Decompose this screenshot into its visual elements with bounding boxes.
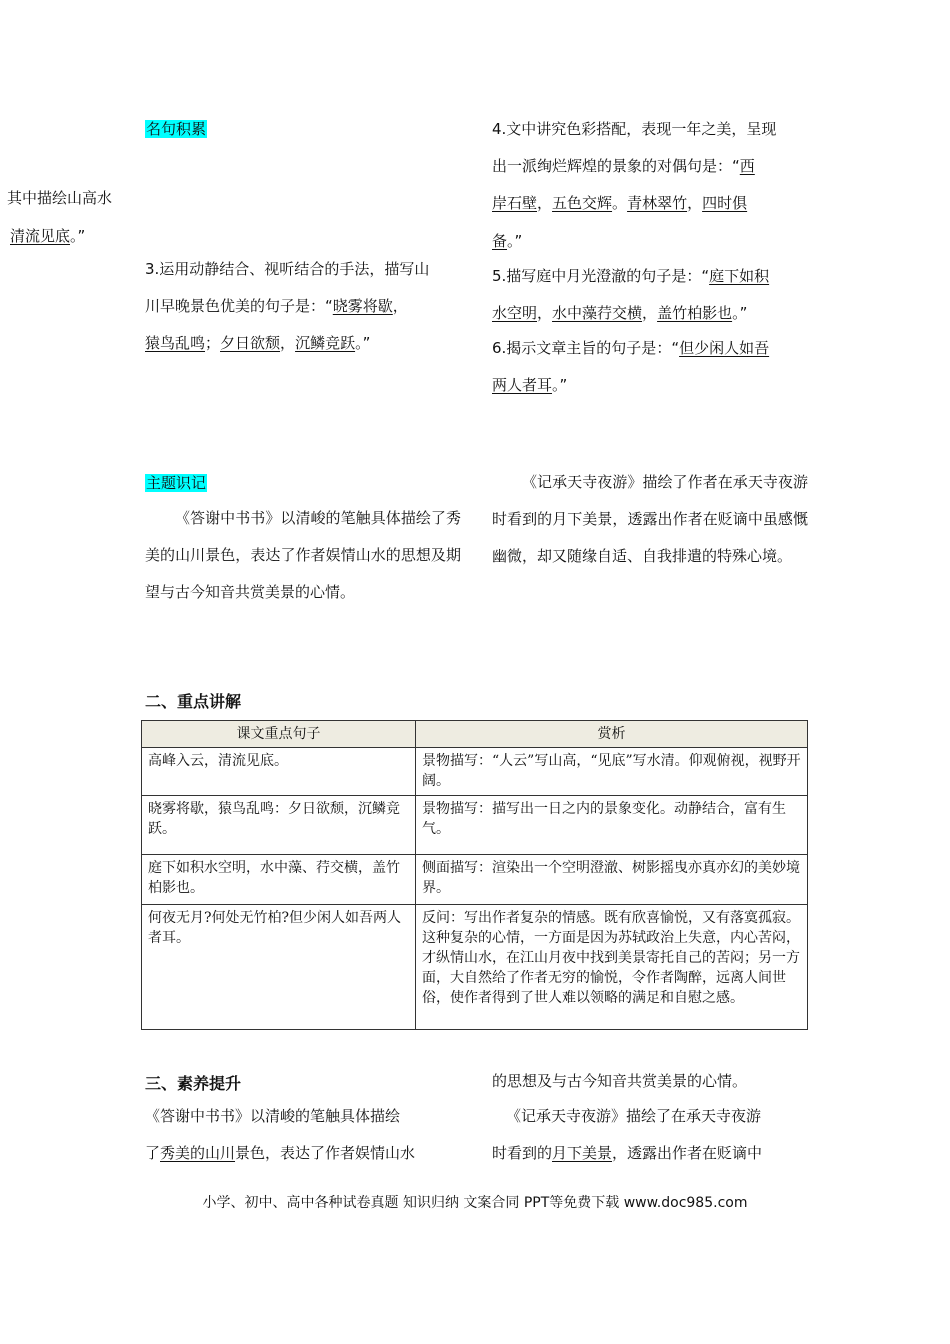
table-row	[142, 748, 808, 796]
table-row	[142, 796, 808, 855]
item4-line-2: 出一派绚烂辉煌的景象的对偶句是：“西	[492, 157, 755, 175]
item4-line-3: 岸石壁，五色交辉。青林翠竹，四时俱	[492, 194, 748, 212]
fragment-line-2: 清流见底。”	[10, 227, 86, 245]
zhuti-left-paragraph: 《答谢中书书》以清峻的笔触具体描绘了秀美的山川景色，表达了作者娱情山水的思想及期望与古今知音共赏美景的心情。	[145, 509, 461, 601]
page-footer: 小学、初中、高中各种试卷真题 知识归纳 文案合同 PPT等免费下载 www.doc985.com	[202, 1195, 748, 1211]
sec3-right-line-0: 的思想及与古今知音共赏美景的心情。	[492, 1072, 748, 1090]
table-cell-sentence: 何夜无月?何处无竹柏?但少闲人如吾两人者耳。	[142, 905, 416, 1030]
zhuti-tag: 主题识记	[146, 474, 207, 492]
table-header-analysis: 赏析	[416, 721, 808, 748]
sec3-right-line-2: 时看到的月下美景，透露出作者在贬谪中	[492, 1144, 763, 1162]
item3-line-3: 猿鸟乱鸣；夕日欲颓，沉鳞竞跃。”	[145, 334, 371, 352]
item4-line-1: 4.文中讲究色彩搭配，表现一年之美，呈现	[492, 120, 777, 138]
item5-line-2: 水空明，水中藻荇交横，盖竹柏影也。”	[492, 304, 748, 322]
table-cell-sentence: 庭下如积水空明，水中藻、荇交横，盖竹柏影也。	[142, 855, 416, 905]
table-header-row	[142, 721, 808, 748]
table-row	[142, 855, 808, 905]
table-cell-analysis: 侧面描写：渲染出一个空明澄澈、树影摇曳亦真亦幻的美妙境界。	[416, 855, 808, 905]
item4-line-4: 备。”	[492, 232, 523, 250]
sec3-left-line-1: 《答谢中书书》以清峻的笔触具体描绘	[145, 1107, 401, 1125]
table-cell-analysis: 反问：写出作者复杂的情感。既有欣喜愉悦，又有落寞孤寂。这种复杂的心情，一方面是因为苏轼政治上失意，内心苦闷，才纵情山水，在江山月夜中找到美景寄托自己的苦闷；另一方面，大自然给了作者无穷的愉悦，令作者陶醉，远离人间世俗，使作者得到了世人难以领略的满足和自慰之感。	[416, 905, 808, 1030]
mingju-tag: 名句积累	[146, 120, 207, 138]
item5-line-1: 5.描写庭中月光澄澈的句子是：“庭下如积	[492, 267, 770, 285]
key-sentences-table	[141, 720, 808, 1030]
zhuti-right-paragraph: 《记承天寺夜游》描绘了作者在承天寺夜游时看到的月下美景，透露出作者在贬谪中虽感慨幽微，却又随缘自适、自我排遣的特殊心境。	[492, 473, 808, 565]
item6-line-2: 两人者耳。”	[492, 376, 568, 394]
sec3-right-line-1: 《记承天寺夜游》描绘了在承天寺夜游	[506, 1107, 762, 1125]
item3-line-1: 3.运用动静结合、视听结合的手法，描写山	[145, 260, 430, 278]
item6-line-1: 6.揭示文章主旨的句子是：“但少闲人如吾	[492, 339, 770, 357]
section-2-heading: 二、重点讲解	[145, 692, 242, 711]
table-cell-sentence: 高峰入云，清流见底。	[142, 748, 416, 796]
fragment-line-1: 其中描绘山高水	[7, 189, 113, 207]
table-row	[142, 905, 808, 1030]
table-cell-analysis: 景物描写：描写出一日之内的景象变化。动静结合，富有生气。	[416, 796, 808, 855]
sec3-left-line-2: 了秀美的山川景色，表达了作者娱情山水	[145, 1144, 416, 1162]
table-cell-sentence: 晓雾将歇，猿鸟乱鸣：夕日欲颓，沉鳞竞跃。	[142, 796, 416, 855]
section-3-heading: 三、素养提升	[145, 1074, 242, 1093]
table-cell-analysis: 景物描写：“人云”写山高，“见底”写水清。仰观俯视，视野开阔。	[416, 748, 808, 796]
table-header-sentence: 课文重点句子	[142, 721, 416, 748]
item3-line-2: 川早晚景色优美的句子是：“晓雾将歇，	[145, 297, 408, 315]
